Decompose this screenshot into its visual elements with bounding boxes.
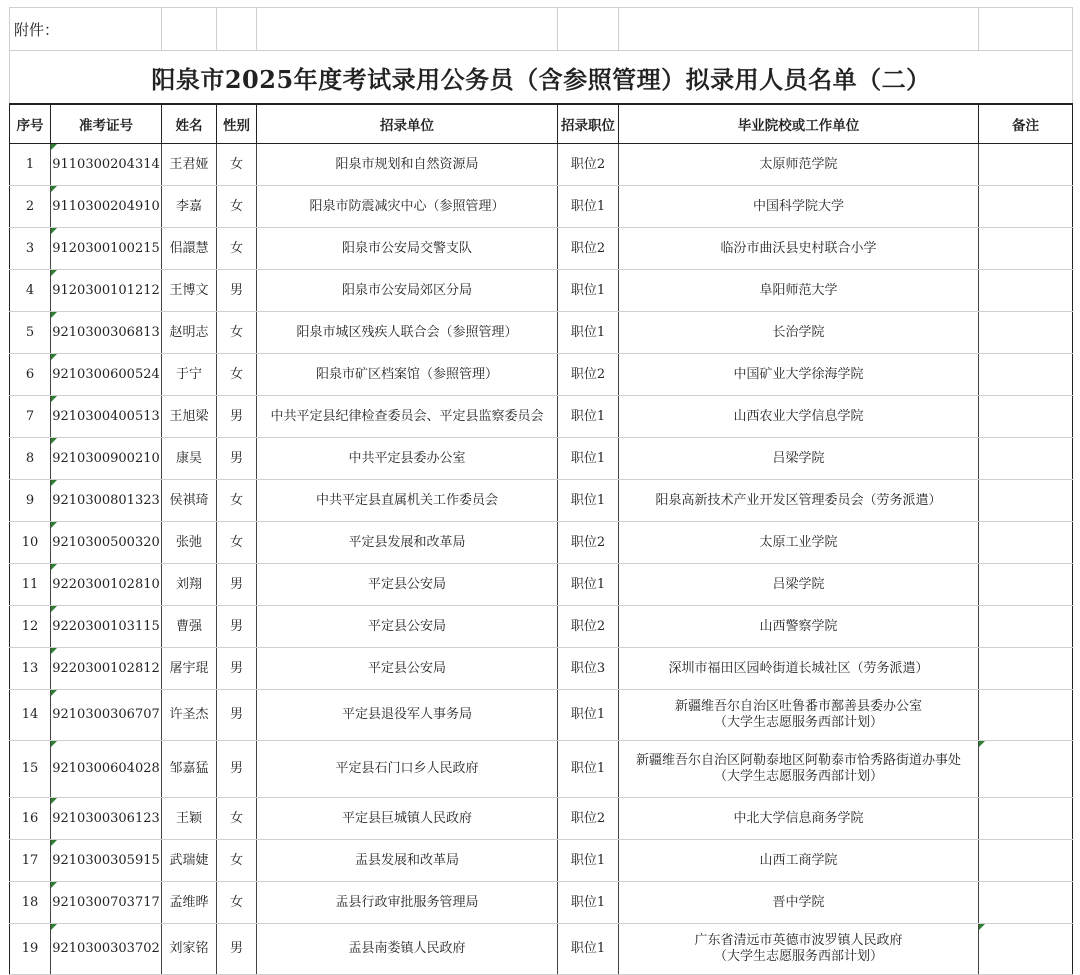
remark-cell	[979, 564, 1073, 606]
table-row	[10, 270, 1073, 312]
table-row	[10, 690, 1073, 741]
name-cell: 许圣杰	[162, 690, 217, 741]
school-text: 新疆维吾尔自治区阿勒泰地区阿勒泰市恰秀路街道办事处	[636, 753, 962, 768]
cell-marker-icon	[51, 522, 57, 528]
name-cell: 孟维晔	[162, 882, 217, 924]
cell-marker-icon	[51, 354, 57, 360]
row-no-cell: 5	[10, 312, 51, 354]
cell-marker-icon	[51, 480, 57, 486]
table-row	[10, 438, 1073, 480]
exam-id-cell	[51, 228, 162, 270]
school-cell	[619, 648, 979, 690]
exam-id-text: 9120300100215	[52, 240, 160, 256]
remark-cell	[979, 924, 1073, 975]
exam-id-text: 9210300306813	[52, 324, 160, 340]
name-cell: 邹嘉猛	[162, 741, 217, 798]
name-cell: 王君娅	[162, 144, 217, 186]
school-text: 新疆维吾尔自治区吐鲁番市鄯善县委办公室	[675, 699, 923, 714]
table-row	[10, 186, 1073, 228]
cell-marker-icon	[51, 228, 57, 234]
unit-cell: 平定县退役军人事务局	[257, 690, 558, 741]
school-cell	[619, 396, 979, 438]
unit-cell: 平定县发展和改革局	[257, 522, 558, 564]
remark-cell	[979, 312, 1073, 354]
exam-id-cell	[51, 606, 162, 648]
unit-cell: 平定县石门口乡人民政府	[257, 741, 558, 798]
name-cell: 李嘉	[162, 186, 217, 228]
exam-id-cell	[51, 648, 162, 690]
school-text: 山西工商学院	[759, 852, 838, 868]
position-cell: 职位2	[558, 228, 619, 270]
school-cell	[619, 144, 979, 186]
row-no-cell: 13	[10, 648, 51, 690]
gender-cell: 男	[217, 648, 257, 690]
table-row	[10, 882, 1073, 924]
school-cell	[619, 480, 979, 522]
table-row	[10, 741, 1073, 798]
row-no-cell: 15	[10, 741, 51, 798]
row-no-cell: 1	[10, 144, 51, 186]
remark-cell	[979, 882, 1073, 924]
name-cell: 曹强	[162, 606, 217, 648]
exam-id-text: 9220300102810	[52, 576, 160, 592]
table-row	[10, 924, 1073, 975]
gender-cell: 女	[217, 144, 257, 186]
remark-cell	[979, 690, 1073, 741]
exam-id-text: 9210300500320	[52, 534, 160, 550]
school-text: 中国矿业大学徐海学院	[733, 366, 864, 382]
remark-cell	[979, 144, 1073, 186]
remark-cell	[979, 741, 1073, 798]
table-row	[10, 480, 1073, 522]
table-row	[10, 606, 1073, 648]
row-no-cell: 14	[10, 690, 51, 741]
position-cell: 职位1	[558, 840, 619, 882]
school-text: 太原师范学院	[759, 156, 838, 172]
exam-id-text: 9210300306707	[52, 707, 160, 722]
school-cell	[619, 438, 979, 480]
unit-cell: 阳泉市公安局交警支队	[257, 228, 558, 270]
header-position: 招录职位	[558, 104, 619, 144]
school-cell	[619, 741, 979, 798]
unit-cell: 盂县南娄镇人民政府	[257, 924, 558, 975]
school-text: 广东省清远市英德市波罗镇人民政府	[694, 933, 903, 948]
position-cell: 职位3	[558, 648, 619, 690]
position-cell: 职位1	[558, 312, 619, 354]
unit-cell: 平定县公安局	[257, 606, 558, 648]
table-row	[10, 354, 1073, 396]
cell-marker-icon	[51, 270, 57, 276]
name-cell: 武瑞婕	[162, 840, 217, 882]
exam-id-text: 9210300400513	[52, 408, 160, 424]
school-text: 深圳市福田区园岭街道长城社区（劳务派遣）	[668, 660, 929, 676]
row-no-cell: 19	[10, 924, 51, 975]
cell-marker-icon	[51, 741, 57, 747]
cell-marker-icon	[51, 690, 57, 696]
unit-cell: 平定县巨城镇人民政府	[257, 798, 558, 840]
name-cell: 王博文	[162, 270, 217, 312]
position-cell: 职位1	[558, 186, 619, 228]
school-cell	[619, 228, 979, 270]
table-row	[10, 396, 1073, 438]
gender-cell: 女	[217, 228, 257, 270]
header-unit: 招录单位	[257, 104, 558, 144]
school-cell	[619, 606, 979, 648]
spreadsheet	[9, 7, 1072, 975]
exam-id-cell	[51, 480, 162, 522]
table-row	[10, 840, 1073, 882]
cell-marker-icon	[979, 741, 985, 747]
row-no-cell: 3	[10, 228, 51, 270]
school-cell	[619, 186, 979, 228]
table-body	[10, 144, 1073, 975]
name-cell: 于宁	[162, 354, 217, 396]
gender-cell: 男	[217, 396, 257, 438]
position-cell: 职位2	[558, 798, 619, 840]
name-cell: 刘家铭	[162, 924, 217, 975]
remark-cell	[979, 270, 1073, 312]
row-no-cell: 10	[10, 522, 51, 564]
table-row	[10, 228, 1073, 270]
cell-marker-icon	[51, 144, 57, 150]
remark-cell	[979, 840, 1073, 882]
unit-cell: 盂县发展和改革局	[257, 840, 558, 882]
position-cell: 职位1	[558, 924, 619, 975]
exam-id-text: 9210300604028	[52, 761, 160, 776]
gender-cell: 男	[217, 690, 257, 741]
position-cell: 职位2	[558, 144, 619, 186]
attachment-row	[10, 8, 1073, 51]
exam-id-text: 9210300900210	[52, 450, 160, 466]
cell-marker-icon	[51, 438, 57, 444]
remark-cell	[979, 354, 1073, 396]
table-row	[10, 798, 1073, 840]
exam-id-cell	[51, 840, 162, 882]
row-no-cell: 18	[10, 882, 51, 924]
unit-cell: 盂县行政审批服务管理局	[257, 882, 558, 924]
exam-id-text: 9210300703717	[52, 894, 160, 910]
attachment-label: 附件：	[10, 8, 162, 51]
row-no-cell: 17	[10, 840, 51, 882]
exam-id-text: 9210300600524	[52, 366, 160, 382]
exam-id-cell	[51, 690, 162, 741]
position-cell: 职位2	[558, 354, 619, 396]
school-cell	[619, 270, 979, 312]
table-row	[10, 144, 1073, 186]
exam-id-text: 9120300101212	[52, 282, 160, 298]
gender-cell: 女	[217, 798, 257, 840]
unit-cell: 阳泉市城区残疾人联合会（参照管理）	[257, 312, 558, 354]
cell-marker-icon	[51, 798, 57, 804]
exam-id-cell	[51, 144, 162, 186]
row-no-cell: 2	[10, 186, 51, 228]
school-note-text: （大学生志愿服务西部计划）	[714, 949, 884, 964]
school-text: 阜阳师范大学	[759, 282, 838, 298]
exam-id-cell	[51, 798, 162, 840]
header-gender: 性别	[217, 104, 257, 144]
table-row	[10, 522, 1073, 564]
exam-id-text: 9210300305915	[52, 852, 160, 868]
name-cell: 屠宇琨	[162, 648, 217, 690]
gender-cell: 男	[217, 438, 257, 480]
remark-cell	[979, 522, 1073, 564]
table-row	[10, 648, 1073, 690]
exam-id-cell	[51, 741, 162, 798]
remark-cell	[979, 798, 1073, 840]
cell-marker-icon	[51, 186, 57, 192]
position-cell: 职位1	[558, 882, 619, 924]
school-note-text: （大学生志愿服务西部计划）	[714, 769, 884, 784]
cell-marker-icon	[51, 882, 57, 888]
position-cell: 职位1	[558, 690, 619, 741]
school-cell	[619, 924, 979, 975]
exam-id-text: 9110300204314	[52, 156, 160, 172]
exam-id-text: 9210300306123	[52, 810, 160, 826]
gender-cell: 女	[217, 840, 257, 882]
gender-cell: 女	[217, 522, 257, 564]
school-note-text: （大学生志愿服务西部计划）	[714, 715, 884, 730]
name-cell: 侯祺琦	[162, 480, 217, 522]
exam-id-cell	[51, 522, 162, 564]
name-cell: 王旭梁	[162, 396, 217, 438]
unit-cell: 阳泉市规划和自然资源局	[257, 144, 558, 186]
school-cell	[619, 798, 979, 840]
exam-id-cell	[51, 312, 162, 354]
unit-cell: 平定县公安局	[257, 564, 558, 606]
gender-cell: 男	[217, 606, 257, 648]
remark-cell	[979, 648, 1073, 690]
gender-cell: 男	[217, 564, 257, 606]
name-cell: 赵明志	[162, 312, 217, 354]
school-cell	[619, 522, 979, 564]
exam-id-cell	[51, 564, 162, 606]
remark-cell	[979, 438, 1073, 480]
gender-cell: 男	[217, 270, 257, 312]
school-text: 中北大学信息商务学院	[733, 810, 864, 826]
unit-cell: 中共平定县直属机关工作委员会	[257, 480, 558, 522]
row-no-cell: 16	[10, 798, 51, 840]
header-name: 姓名	[162, 104, 217, 144]
remark-cell	[979, 606, 1073, 648]
school-text: 山西警察学院	[759, 618, 838, 634]
row-no-cell: 7	[10, 396, 51, 438]
roster-table	[9, 7, 1073, 975]
table-row	[10, 564, 1073, 606]
row-no-cell: 8	[10, 438, 51, 480]
remark-cell	[979, 396, 1073, 438]
exam-id-text: 9210300801323	[52, 492, 160, 508]
cell-marker-icon	[51, 396, 57, 402]
position-cell: 职位2	[558, 522, 619, 564]
remark-cell	[979, 186, 1073, 228]
table-row	[10, 312, 1073, 354]
school-cell	[619, 312, 979, 354]
unit-cell: 阳泉市矿区档案馆（参照管理）	[257, 354, 558, 396]
exam-id-cell	[51, 354, 162, 396]
gender-cell: 女	[217, 480, 257, 522]
school-cell	[619, 354, 979, 396]
gender-cell: 男	[217, 741, 257, 798]
header-remark: 备注	[979, 104, 1073, 144]
unit-cell: 阳泉市防震减灾中心（参照管理）	[257, 186, 558, 228]
header-exam-id: 准考证号	[51, 104, 162, 144]
header-no: 序号	[10, 104, 51, 144]
position-cell: 职位1	[558, 270, 619, 312]
exam-id-cell	[51, 438, 162, 480]
exam-id-cell	[51, 924, 162, 975]
name-cell: 张弛	[162, 522, 217, 564]
cell-marker-icon	[51, 840, 57, 846]
row-no-cell: 6	[10, 354, 51, 396]
row-no-cell: 11	[10, 564, 51, 606]
school-text: 临汾市曲沃县史村联合小学	[720, 240, 877, 256]
cell-marker-icon	[51, 648, 57, 654]
row-no-cell: 12	[10, 606, 51, 648]
position-cell: 职位1	[558, 438, 619, 480]
position-cell: 职位2	[558, 606, 619, 648]
name-cell: 王颖	[162, 798, 217, 840]
school-text: 阳泉高新技术产业开发区管理委员会（劳务派遣）	[655, 492, 942, 508]
unit-cell: 平定县公安局	[257, 648, 558, 690]
gender-cell: 女	[217, 354, 257, 396]
row-no-cell: 4	[10, 270, 51, 312]
unit-cell: 中共平定县委办公室	[257, 438, 558, 480]
school-cell	[619, 840, 979, 882]
title-row	[10, 51, 1073, 105]
cell-marker-icon	[51, 924, 57, 930]
position-cell: 职位1	[558, 480, 619, 522]
exam-id-cell	[51, 396, 162, 438]
gender-cell: 女	[217, 312, 257, 354]
name-cell: 康昊	[162, 438, 217, 480]
exam-id-cell	[51, 270, 162, 312]
position-cell: 职位1	[558, 564, 619, 606]
school-text: 吕梁学院	[772, 450, 825, 466]
exam-id-text: 9220300102812	[52, 660, 160, 676]
cell-marker-icon	[979, 924, 985, 930]
name-cell: 佀譞慧	[162, 228, 217, 270]
page-title: 阳泉市2025年度考试录用公务员（含参照管理）拟录用人员名单（二）	[10, 51, 1073, 105]
position-cell: 职位1	[558, 741, 619, 798]
unit-cell: 阳泉市公安局郊区分局	[257, 270, 558, 312]
exam-id-cell	[51, 186, 162, 228]
remark-cell	[979, 228, 1073, 270]
school-text: 晋中学院	[772, 894, 825, 910]
cell-marker-icon	[51, 606, 57, 612]
cell-marker-icon	[51, 564, 57, 570]
name-cell: 刘翔	[162, 564, 217, 606]
exam-id-text: 9110300204910	[52, 198, 160, 214]
cell-marker-icon	[51, 312, 57, 318]
row-no-cell: 9	[10, 480, 51, 522]
school-text: 山西农业大学信息学院	[733, 408, 864, 424]
gender-cell: 男	[217, 924, 257, 975]
school-text: 中国科学院大学	[753, 198, 845, 214]
school-cell	[619, 690, 979, 741]
position-cell: 职位1	[558, 396, 619, 438]
gender-cell: 女	[217, 882, 257, 924]
school-text: 太原工业学院	[759, 534, 838, 550]
exam-id-cell	[51, 882, 162, 924]
exam-id-text: 9210300303702	[52, 941, 160, 956]
exam-id-text: 9220300103115	[52, 618, 160, 634]
school-cell	[619, 882, 979, 924]
remark-cell	[979, 480, 1073, 522]
school-cell	[619, 564, 979, 606]
header-row	[10, 104, 1073, 144]
unit-cell: 中共平定县纪律检查委员会、平定县监察委员会	[257, 396, 558, 438]
header-school: 毕业院校或工作单位	[619, 104, 979, 144]
gender-cell: 女	[217, 186, 257, 228]
school-text: 吕梁学院	[772, 576, 825, 592]
school-text: 长治学院	[772, 324, 825, 340]
